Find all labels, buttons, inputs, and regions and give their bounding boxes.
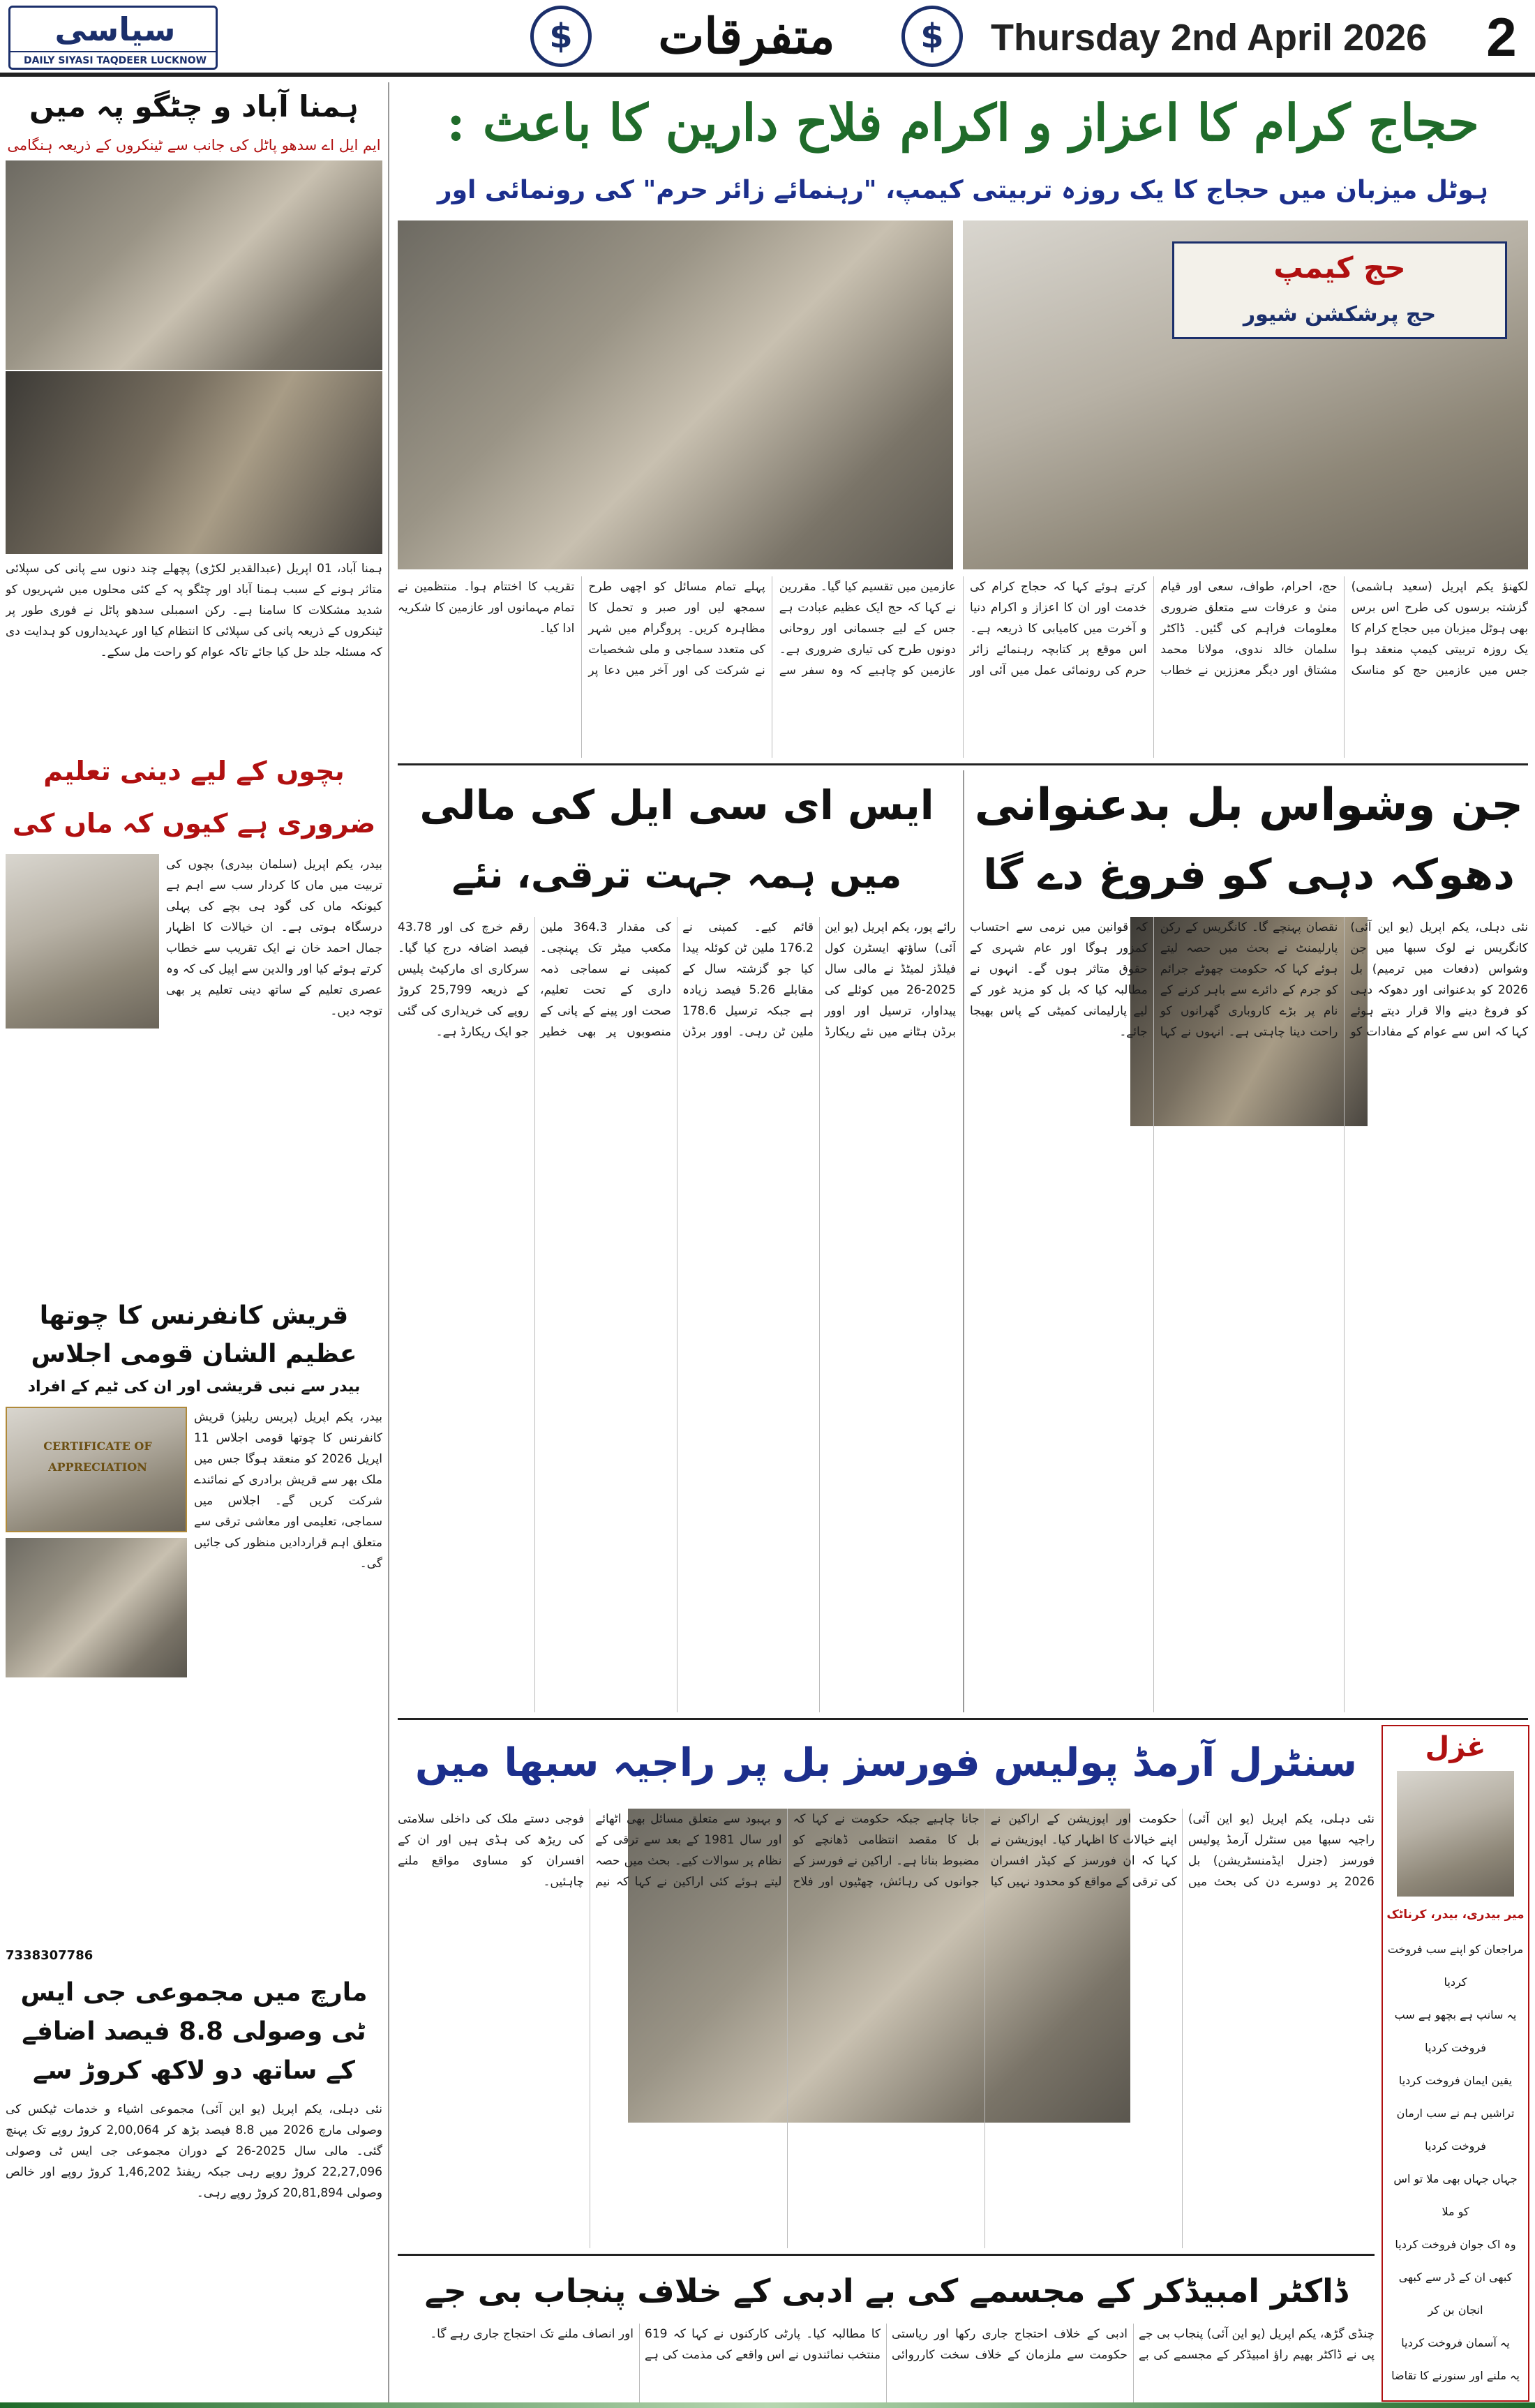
tanker-supply-photo — [6, 371, 382, 554]
ghazal-verse: یہ سانپ ہے بچھو ہے سب فروخت کردیا — [1394, 2008, 1517, 2054]
dollar-seal-icon-right: $ — [901, 6, 963, 67]
left-column — [6, 82, 382, 2402]
story4-headline: مارچ میں مجموعی جی ایس ٹی وصولی 8.8 فیصد اضافے کے ساتھ دو لاکھ کروڑ سے — [20, 1978, 368, 2085]
footer-stripe — [0, 2402, 1535, 2408]
punjab-headline: ڈاکٹر امبیڈکر کے مجسمے کی بے ادبی کے خلاف پنجاب بی جے — [424, 2272, 1348, 2310]
page-number: 2 — [1486, 6, 1517, 68]
dollar-seal-icon: $ — [530, 6, 592, 67]
story1-headline: ہمنا آباد و چٹگو پہ میں — [29, 89, 359, 124]
story2-headline: بچوں کے لیے دینی تعلیم ضروری ہے کیوں کہ ماں کی — [12, 756, 376, 839]
mid-rule — [398, 1718, 1528, 1720]
issue-date: Thursday 2nd April 2026 — [991, 17, 1428, 59]
lead-body: لکھنؤ یکم اپریل (سعید ہاشمی) گزشتہ برسوں کی طرح اس برس بھی ہوٹل میزبان میں حجاج کرام کا یک روزہ تربیتی کیمپ منعقد ہوا جس میں عازمین حج کو مناسک حج، احرام، طواف، سعی اور قیام منیٰ و عرفات سے متعلق ضروری معلومات فراہم کی گئیں۔ ڈاکٹر سلمان خالد ندوی، مولانا محمد مشتاق اور دیگر معززین نے خطاب کرتے ہوئے کہا کہ حجاج کرام کی خدمت اور ان کا اعزاز و اکرام دنیا و آخرت میں کامیابی کا ذریعہ ہے۔ اس موقع پر کتابچہ رہنمائے زائر حرم کی رونمائی عمل میں آئی اور عازمین میں تقسیم کیا گیا۔ مقررین نے کہا کہ حج ایک عظیم عبادت ہے جس کے لیے جسمانی اور روحانی دونوں طرح کی تیاری ضروری ہے۔ عازمین کو چاہیے کہ وہ سفر سے پہلے تمام مسائل کو اچھی طرح سمجھ لیں اور صبر و تحمل کا مظاہرہ کریں۔ پروگرام میں شہر کی متعدد سماجی و ملی شخصیات نے شرکت کی اور آخر میں دعا پر تقریب کا اختتام ہوا۔ منتظمین نے تمام مہمانوں اور عازمین کا شکریہ ادا کیا۔ — [398, 580, 1528, 678]
story3-contact: 7338307786 — [6, 1948, 93, 1963]
poet-photo — [1397, 1771, 1514, 1897]
lower-rule — [398, 2254, 1375, 2256]
ghazal-verse: وہ اک جوان فروخت کردیا — [1395, 2238, 1516, 2251]
congress-divider — [963, 770, 964, 1712]
congress-headline-line1: جن وشواس بل بدعنوانی — [974, 779, 1524, 831]
left-column-divider — [388, 82, 389, 2402]
lead-bottom-rule — [398, 763, 1528, 765]
capf-body: نئی دہلی، یکم اپریل (یو این آئی) راجیہ سبھا میں سنٹرل آرمڈ پولیس فورسز (جنرل ایڈمنسٹریشن) بل 2026 پر دوسرے دن کی بحث میں حکومت اور اپوزیشن کے اراکین نے اپنے خیالات کا اظہار کیا۔ اپوزیشن نے کہا کہ ان فورسز کے کیڈر افسران کی ترقی کے مواقع کو محدود نہیں کیا جانا چاہیے جبکہ حکومت نے کہا کہ بل کا مقصد انتظامی ڈھانچے کو مضبوط بنانا ہے۔ اراکین نے فورسز کے جوانوں کی رہائش، چھٹیوں اور فلاح و بہبود سے متعلق مسائل بھی اٹھائے اور سال 1981 کے بعد سے ترقی کے نظام پر سوالات کیے۔ بحث میں حصہ لیتے ہوئے کئی اراکین نے کہا کہ نیم فوجی دستے ملک کی داخلی سلامتی کی ریڑھ کی ہڈی ہیں اور ان کے افسران کو مساوی مواقع ملنے چاہئیں۔ — [398, 1812, 1375, 1889]
newspaper-logo — [8, 6, 218, 70]
water-tanker-photo — [6, 160, 382, 370]
certificate-photo — [6, 1407, 187, 1532]
poet-name: میر بیدری، بیدر، کرناٹک — [1386, 1908, 1525, 1922]
congress-headline-line2: دھوکہ دہی کو فروغ دے گا — [983, 851, 1515, 899]
section-title: متفرقات — [658, 7, 835, 65]
story3-headline: قریش کانفرنس کا چوتھا عظیم الشان قومی اجلاس — [31, 1301, 357, 1368]
audience-photo — [398, 220, 953, 569]
camp-banner-hindi: حج پرشکشن شیور — [1243, 302, 1437, 327]
ghazal-box — [1382, 1725, 1529, 2402]
nabi-qureshi-photo — [6, 1538, 187, 1677]
jamal-ahmed-khan-photo — [6, 854, 159, 1029]
story4-body: نئی دہلی، یکم اپریل (یو این آئی) مجموعی اشیاء و خدمات ٹیکس کی وصولی مارچ 2026 میں 8.8 فیصد بڑھ کر 2,00,064 کروڑ روپے تک پہنچ گئی۔ مالی سال 2025-26 کے دوران مجموعی جی ایس ٹی وصولی 22,27,096 کروڑ روپے رہی جبکہ ریفنڈ 1,46,202 کروڑ روپے اور خالص وصولی 20,81,894 کروڑ روپے رہی۔ — [6, 2102, 382, 2200]
ghazal-verse: مراجعان کو اپنے سب فروخت کردیا — [1387, 1943, 1524, 1989]
secl-body: رائے پور، یکم اپریل (یو این آئی) ساؤتھ ایسٹرن کول فیلڈز لمیٹڈ نے مالی سال 2025-26 میں کوئلے کی پیداوار، ترسیل اور اوور برڈن ہٹانے میں نئے ریکارڈ قائم کیے۔ کمپنی نے 176.2 ملین ٹن کوئلہ پیدا کیا جو گزشتہ سال کے مقابلے 5.26 فیصد زیادہ ہے جبکہ ترسیل 178.6 ملین ٹن رہی۔ اوور برڈن کی مقدار 364.3 ملین مکعب میٹر تک پہنچی۔ کمپنی نے سماجی ذمہ داری کے تحت تعلیم، صحت اور پینے کے پانی کے منصوبوں پر بھی خطیر رقم خرچ کی اور 43.78 فیصد اضافہ درج کیا گیا۔ سرکاری ای مارکیٹ پلیس کے ذریعہ 25,799 کروڑ روپے کی خریداری کی گئی جو ایک ریکارڈ ہے۔ — [398, 920, 956, 1039]
ghazal-verses — [1387, 1933, 1524, 2398]
secl-headline-line2: میں ہمہ جہت ترقی، نئے — [451, 853, 902, 897]
speaker-photo — [963, 220, 1528, 569]
section-banner — [530, 3, 963, 70]
certificate-label: CERTIFICATE OF APPRECIATION — [43, 1439, 152, 1474]
story1-body: ہمنا آباد، 01 اپریل (عبدالقدیر لکڑی) پچھلے چند دنوں سے پانی کی سپلائی متاثر ہونے کے سبب ہمنا آباد اور چٹگو پہ کے کئی محلوں میں شہریوں کو شدید مشکلات کا سامنا ہے۔ رکن اسمبلی سدھو پاٹل نے فوری طور پر ٹینکروں کے ذریعہ پانی کی سپلائی کا انتظام کیا اور عہدیداروں کو ہدایت دی کہ مسئلہ جلد حل کیا جائے تاکہ عوام کو راحت مل سکے۔ — [6, 562, 382, 659]
secl-headline-line1: ایس ای سی ایل کی مالی — [419, 782, 934, 829]
ghazal-verse: یقین ایمان فروخت کردیا — [1398, 2074, 1513, 2087]
ghazal-title: غزل — [1425, 1731, 1486, 1763]
ghazal-verse: تراشیں ہم نے سب ارمان فروخت کردیا — [1396, 2107, 1515, 2153]
logo-urdu: سیاسی — [54, 10, 176, 48]
masthead-rule — [0, 73, 1535, 77]
logo-english: DAILY SIYASI TAQDEER LUCKNOW — [10, 51, 218, 69]
punjab-body: چنڈی گڑھ، یکم اپریل (یو این آئی) پنجاب بی جے پی نے ڈاکٹر بھیم راؤ امبیڈکر کے مجسمے کی بے ادبی کے خلاف احتجاج جاری رکھا اور ریاستی حکومت سے ملزمان کے خلاف سخت کارروائی کا مطالبہ کیا۔ پارٹی کارکنوں نے کہا کہ 619 منتخب نمائندوں نے اس واقعے کی مذمت کی ہے اور انصاف ملنے تک احتجاج جاری رہے گا۔ — [430, 2327, 1375, 2362]
story3-body: بیدر، یکم اپریل (پریس ریلیز) قریش کانفرنس کا چوتھا قومی اجلاس 11 اپریل 2026 کو منعقد ہوگا جس میں ملک بھر سے قریش برادری کے نمائندے شرکت کریں گے۔ اجلاس میں سماجی، تعلیمی اور معاشی ترقی سے متعلق اہم قراردادیں منظور کی جائیں گی۔ — [194, 1410, 382, 1571]
ghazal-verse: یہ ملنے اور سنورنے کا تقاضا — [1391, 2369, 1520, 2382]
capf-headline: سنٹرل آرمڈ پولیس فورسز بل پر راجیہ سبھا میں — [415, 1740, 1357, 1786]
ghazal-verse: کبھی ان کے ڈر سے کبھی انجان بن کر — [1398, 2271, 1513, 2317]
story2-body: بیدر، یکم اپریل (سلمان بیدری) بچوں کی تربیت میں ماں کا کردار سب سے اہم ہے کیونکہ ماں کی گود ہی بچے کی پہلی درسگاہ ہوتی ہے۔ ان خیالات کا اظہار جمال احمد خان نے ایک تقریب سے خطاب کرتے ہوئے کیا اور والدین سے اپیل کی کہ وہ عصری تعلیم کے ساتھ دینی تعلیم پر بھی توجہ دیں۔ — [166, 858, 382, 1018]
camp-banner — [1172, 241, 1507, 339]
ghazal-verse: یہ آسمان فروخت کردیا — [1401, 2336, 1510, 2349]
lead-subheadline: ہوٹل میزبان میں حجاج کا یک روزہ تربیتی کیمپ، "رہنمائے زائر حرم" کی رونمائی اور — [437, 176, 1489, 204]
ghazal-verse: جہاں جہاں بھی ملا تو اس کو ملا — [1393, 2172, 1518, 2218]
lead-headline: حجاج کرام کا اعزاز و اکرام فلاح دارین کا باعث : — [447, 93, 1479, 152]
story1-subheadline: ایم ایل اے سدھو پاٹل کی جانب سے ٹینکروں کے ذریعہ ہنگامی — [7, 137, 381, 154]
camp-banner-title: حج کیمپ — [1273, 250, 1406, 285]
congress-body: نئی دہلی، یکم اپریل (یو این آئی) کانگریس نے لوک سبھا میں جن وشواس (دفعات میں ترمیم) بل 2026 کو بدعنوانی اور دھوکہ دہی کو فروغ دینے والا قرار دیتے ہوئے کہا کہ اس سے عوام کے مفادات کو نقصان پہنچے گا۔ کانگریس کے رکن پارلیمنٹ نے بحث میں حصہ لیتے ہوئے کہا کہ حکومت چھوٹے جرائم کو جرم کے دائرے سے باہر کرنے کے نام پر بڑے کاروباری گھرانوں کو راحت دینا چاہتی ہے۔ انہوں نے کہا کہ قوانین میں نرمی سے احتساب کمزور ہوگا اور عام شہری کے حقوق متاثر ہوں گے۔ انہوں نے مطالبہ کیا کہ بل کو مزید غور کے لیے پارلیمانی کمیٹی کے پاس بھیجا جائے۔ — [970, 920, 1528, 1039]
story3-subheadline: بیدر سے نبی قریشی اور ان کی ٹیم کے افراد — [27, 1378, 361, 1396]
